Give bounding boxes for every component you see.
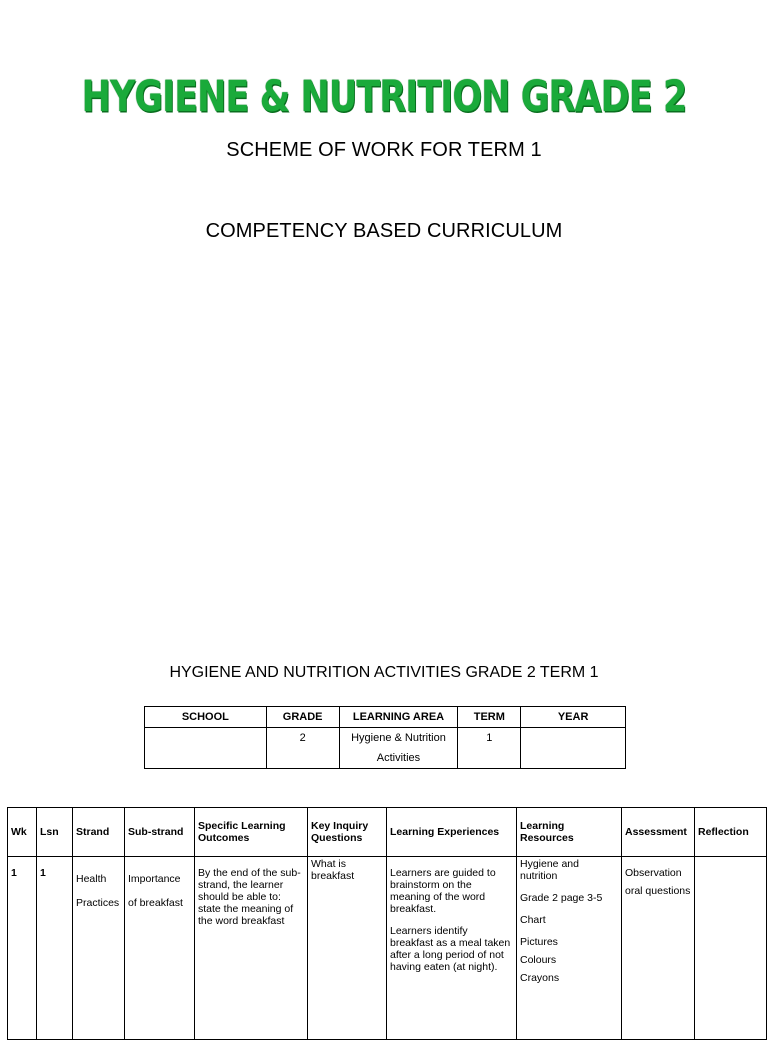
header-resources: Learning Resources: [517, 808, 622, 857]
header-experiences: Learning Experiences: [387, 808, 517, 857]
outcomes-item: state the meaning of the word breakfast: [198, 903, 294, 927]
header-outcomes: Specific Learning Outcomes: [195, 808, 308, 857]
header-school: SCHOOL: [145, 707, 267, 728]
sub-strand-cell: Importance of breakfast: [125, 857, 195, 1040]
resources-cell: [517, 857, 622, 1040]
document-title: HYGIENE & NUTRITION GRADE 2: [81, 72, 687, 122]
header-term: TERM: [458, 707, 521, 728]
info-header-row: [145, 707, 626, 728]
school-info-table: [144, 706, 626, 769]
resource-item: Hygiene and nutrition: [520, 858, 579, 882]
resource-item: Pictures: [520, 936, 558, 948]
resource-item: Crayons: [520, 972, 560, 984]
experiences-cell: [387, 857, 517, 1040]
header-reflection: Reflection: [695, 808, 767, 857]
grade-value: 2: [266, 728, 339, 769]
strand-cell: Health Practices: [73, 857, 125, 1040]
learning-area-value: Hygiene & Nutrition Activities: [339, 728, 458, 769]
scheme-header-row: [8, 808, 767, 857]
reflection-cell: [695, 857, 767, 1040]
resource-item: Chart: [520, 914, 546, 926]
assessment-item: Observation: [625, 867, 682, 879]
section-heading: HYGIENE AND NUTRITION ACTIVITIES GRADE 2 TERM 1: [169, 664, 599, 681]
header-sub-strand: Sub-strand: [125, 808, 195, 857]
header-lsn: Lsn: [37, 808, 73, 857]
scheme-of-work-table: [7, 807, 767, 1040]
experience-item: Learners are guided to brainstorm on the meaning of the word breakfast.: [390, 867, 496, 915]
wk-cell: 1: [8, 857, 37, 1040]
header-kiq: Key Inquiry Questions: [308, 808, 387, 857]
outcomes-intro: By the end of the sub-strand, the learner should be able to:: [198, 867, 301, 903]
school-value: [145, 728, 267, 769]
table-row: [8, 857, 767, 1040]
header-wk: Wk: [8, 808, 37, 857]
resource-item: Colours: [520, 954, 557, 966]
header-grade: GRADE: [266, 707, 339, 728]
header-year: YEAR: [521, 707, 626, 728]
outcomes-cell: [195, 857, 308, 1040]
info-value-row: [145, 728, 626, 769]
assessment-cell: [622, 857, 695, 1040]
experience-item: Learners identify breakfast as a meal taken after a long period of not having eaten (at night).: [390, 925, 511, 973]
year-value: [521, 728, 626, 769]
header-learning-area: LEARNING AREA: [339, 707, 458, 728]
kiq-cell: What is breakfast: [308, 857, 387, 1040]
scheme-subtitle: SCHEME OF WORK FOR TERM 1: [226, 139, 542, 161]
assessment-item: oral questions: [625, 885, 691, 897]
resource-item: Grade 2 page 3-5: [520, 892, 603, 904]
header-assessment: Assessment: [622, 808, 695, 857]
term-value: 1: [458, 728, 521, 769]
header-strand: Strand: [73, 808, 125, 857]
lsn-cell: 1: [37, 857, 73, 1040]
curriculum-subtitle: COMPETENCY BASED CURRICULUM: [205, 220, 563, 242]
